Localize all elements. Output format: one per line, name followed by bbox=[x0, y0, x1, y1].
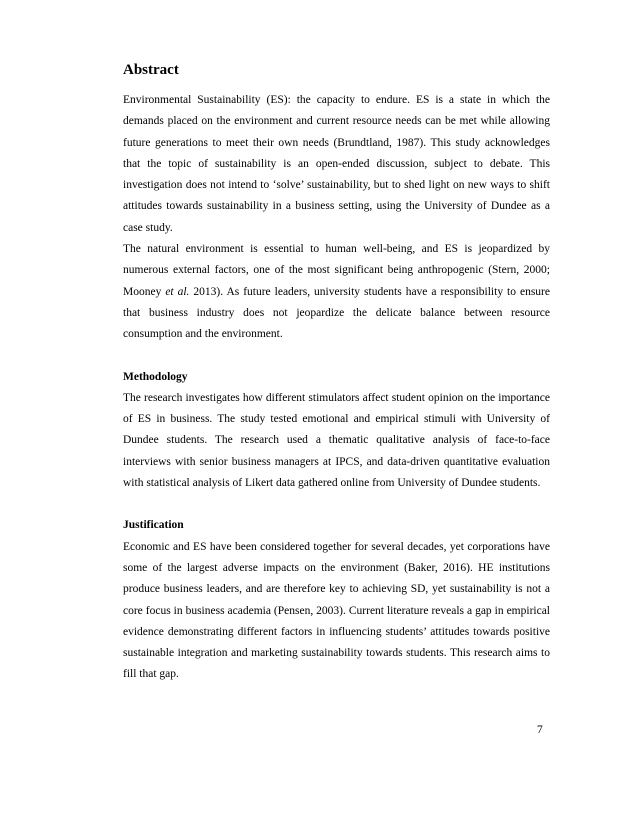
justification-heading: Justification bbox=[123, 519, 184, 532]
page-number: 7 bbox=[537, 724, 543, 736]
abstract-paragraph-1: Environmental Sustainability (ES): the capacity to endure. ES is a state in which the demands placed on the environment and current resource needs can be met while allowing future generations to meet their own needs (Brundtland, 1987). This study acknowledges that the topic of sustainability is an open-ended discussion, subject to debate. This investigation does not intend to ‘solve’ sustainability, but to shed light on new ways to shift attitudes towards sustainability in a business setting, using the University of Dundee as a case study. bbox=[123, 94, 550, 234]
abstract-paragraph-2 bbox=[123, 239, 550, 345]
abstract-heading: Abstract bbox=[123, 62, 179, 78]
document-page bbox=[123, 60, 550, 686]
abstract-paragraph-2-part-1: The natural environment is essential to human well-being, and ES is jeopardized by numerous external factors, one of the most significant being anthropogenic (Stern, 2000; Mooney bbox=[123, 243, 550, 298]
abstract-paragraph-2-italic: et al. bbox=[165, 285, 190, 298]
section-gap bbox=[123, 494, 550, 515]
methodology-heading: Methodology bbox=[123, 370, 188, 383]
justification-paragraph: Economic and ES have been considered together for several decades, yet corporations have some of the largest adverse impacts on the environment (Baker, 2016). HE institutions produce business leaders, and are therefore key to achieving SD, yet sustainability is not a core focus in business academia (Pensen, 2003). Current literature reveals a gap in empirical evidence demonstrating different factors in influencing students’ attitudes towards positive sustainable integration and marketing sustainability towards students. This research aims to fill that gap. bbox=[123, 540, 550, 681]
methodology-paragraph: The research investigates how different stimulators affect student opinion on the importance of ES in business. The study tested emotional and empirical stimuli with University of Dundee students. The research used a thematic qualitative analysis of face-to-face interviews with senior business managers at IPCS, and data-driven quantitative evaluation with statistical analysis of Likert data gathered online from University of Dundee students. bbox=[123, 391, 550, 490]
abstract-paragraph-2-part-2: 2013). As future leaders, university students have a responsibility to ensure that business industry does not jeopardize the delicate balance between resource consumption and the environment. bbox=[123, 285, 550, 341]
section-gap bbox=[123, 346, 550, 367]
